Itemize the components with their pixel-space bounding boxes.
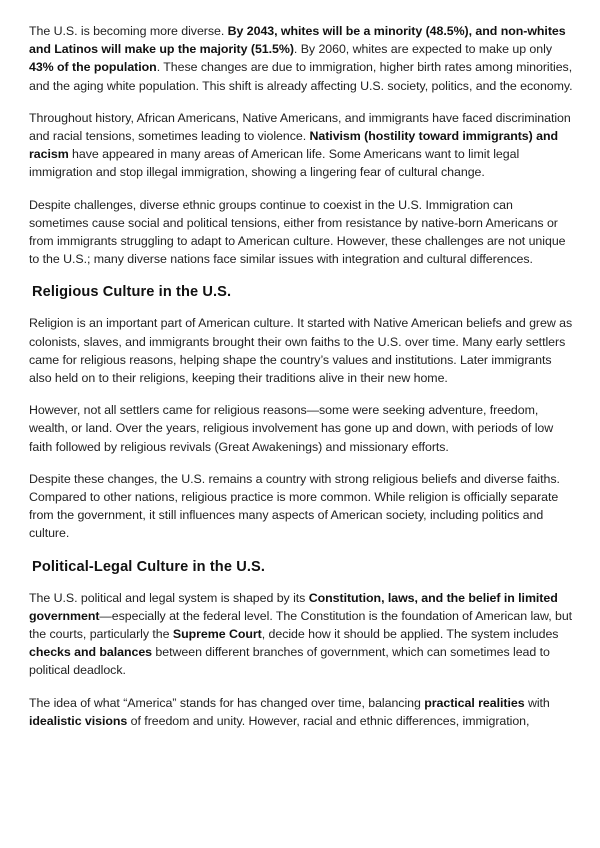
- diversity-paragraph: [29, 22, 574, 95]
- religion-paragraph-2: However, not all settlers came for religious reasons—some were seeking adventure, freedom, wealth, or land. Over the years, religious involvement has gone up and down, with periods of low faith followed by religious revivals (Great Awakenings) and missionary efforts.: [29, 403, 554, 454]
- bold-span: idealistic visions: [29, 713, 128, 728]
- text-span: with: [524, 695, 550, 710]
- discrimination-paragraph: [29, 109, 574, 182]
- bold-span: Nativism (hostility toward immigrants) and racism: [29, 129, 558, 162]
- text-span: The U.S. is becoming more diverse.: [29, 24, 228, 38]
- text-span: of freedom and unity. However, racial and ethnic differences, immigration,: [127, 713, 530, 728]
- bold-span: Supreme Court: [172, 627, 262, 642]
- bold-span: checks and balances: [29, 645, 153, 660]
- text-span: —especially at the federal level. The Constitution is the foundation of American law, but the courts, particularly the: [29, 608, 573, 642]
- religion-paragraph-3: Despite these changes, the U.S. remains a country with strong religious beliefs and diverse faiths. Compared to other nations, religious practice is more common. While religion is officially separate from the government, it still influences many aspects of American society, including politics and culture.: [29, 471, 560, 541]
- text-span: . These changes are due to immigration, higher birth rates among minorities, and the aging white population. This shift is already affecting U.S. society, politics, and the economy.: [29, 60, 573, 93]
- text-span: between different branches of government, which can sometimes lead to political deadlock.: [29, 645, 550, 678]
- religion-paragraph-1: Religion is an important part of American culture. It started with Native American beliefs and grew as colonists, slaves, and immigrants brought their own faiths to the U.S. over time. Many early settlers came for religious reasons, helping shape the country’s values and institutions. Later immigrants also held on to their religions, keeping their traditions alive in their new home.: [29, 316, 573, 386]
- text-span: . By 2060, whites are expected to make up only: [293, 42, 552, 57]
- bold-span: Constitution, laws, and the belief in limited government: [29, 590, 558, 623]
- text-span: The U.S. political and legal system is shaped by its: [29, 590, 309, 605]
- religious-culture-heading: Religious Culture in the U.S.: [32, 284, 232, 301]
- bold-span: 43% of the population: [29, 60, 157, 75]
- bold-span: practical realities: [424, 695, 525, 710]
- bold-span: By 2043, whites will be a minority (48.5%), and non-whites and Latinos will make up the majority (51.5%): [29, 24, 566, 57]
- text-span: Throughout history, African Americans, Native Americans, and immigrants have faced discrimination and racial tensions, sometimes leading to violence.: [29, 110, 571, 144]
- political-legal-culture-heading: Political-Legal Culture in the U.S.: [32, 558, 265, 575]
- coexistence-paragraph: [29, 196, 574, 269]
- political-paragraph-2: [29, 694, 574, 730]
- text-span: , decide how it should be applied. The system includes: [261, 627, 559, 642]
- text-span: The idea of what “America” stands for has changed over time, balancing: [29, 695, 425, 710]
- political-paragraph-1: [29, 589, 574, 680]
- text-span: have appeared in many areas of American life. Some Americans want to limit legal immigration and stop illegal immigration, showing a lingering fear of cultural change.: [29, 147, 520, 180]
- text-span: Despite challenges, diverse ethnic groups continue to coexist in the U.S. Immigration can sometimes cause social and political tensions, either from resistance by native-born Americans or from immigrants struggling to adapt to American culture. However, these challenges are not unique to the U.S.; many diverse nations face similar issues with integration and cultural differences.: [29, 197, 566, 267]
